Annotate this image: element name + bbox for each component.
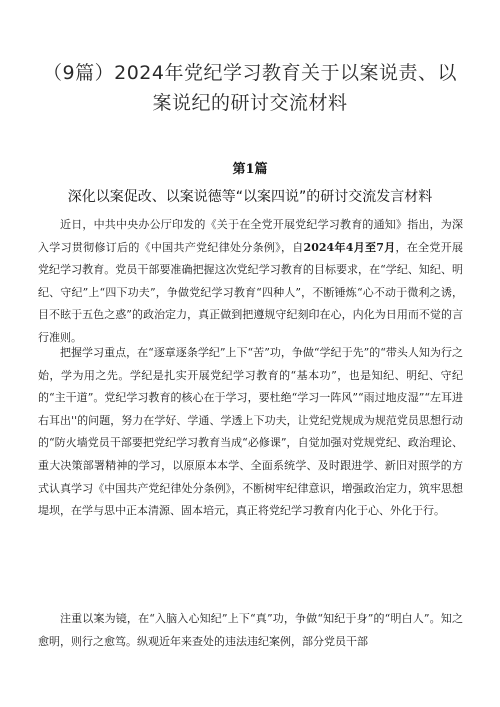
paragraph-1-text-a: 近日，中共中央办公厅印发的《关于在全党开展党纪学习教育的通知》指出，为深入学习贯彻修订后的《中国共产党纪律处分条例》，自 [38,218,463,254]
paragraph-2: 把握学习重点，在“逐章逐条学纪”上下“苦”功，争做“学纪于先”的“带头人知为行之始，学为用之先。学纪是扎实开展党纪学习教育的“基本功”，也是知纪、明纪、守纪的“主干道”。党纪学习教育的核心在于学习，要杜绝“学习一阵风”“雨过地皮湿”“左耳进右耳出''的问题，努力在学好、学通、学透上下功夫，让党纪党规成为规范党员思想行动的“防火墙党员干部要把党纪学习教育当成“必修课”，自觉加强对党规党纪、政治理论、重大决策部署精神的学习，以原原本本学、全面系统学、及时跟进学、新旧对照学的方式认真学习《中国共产党纪律处分条例》，不断树牢纪律意识，增强政治定力，筑牢思想堤坝，在学与思中正本清源、固本培元，真正将党纪学习教育内化于心、外化于行。 [38,346,463,518]
document-title: （9篇）2024年党纪学习教育关于以案说责、以案说纪的研讨交流材料 [43,62,457,114]
paragraph-1-text-c: ，在全党开展党纪学习教育。党员干部要准确把握这次党纪学习教育的目标要求，在“学纪、知纪、明纪、守纪”上“四下功夫”，争做党纪学习教育“四种人”，不断锤炼“心不动于微利之诱，目不眩于五色之惑”的政治定力，真正做到把遵规守纪刻印在心，内化为日用而不觉的言行准则。 [38,240,463,344]
paragraph-1-date-range: 2024年4月至7月 [303,240,396,254]
paragraph-3: 注重以案为镜，在“入脑入心知纪”上下“真”功，争做“知纪于身”的“明白人”。知之愈明，则行之愈笃。纵观近年来查处的违法违纪案例，部分党员干部 [38,612,463,648]
paragraph-1 [38,214,463,350]
chapter-label: 第1篇 [232,162,268,177]
section-subtitle: 深化以案促改、以案说德等“以案四说”的研讨交流发言材料 [67,189,433,205]
